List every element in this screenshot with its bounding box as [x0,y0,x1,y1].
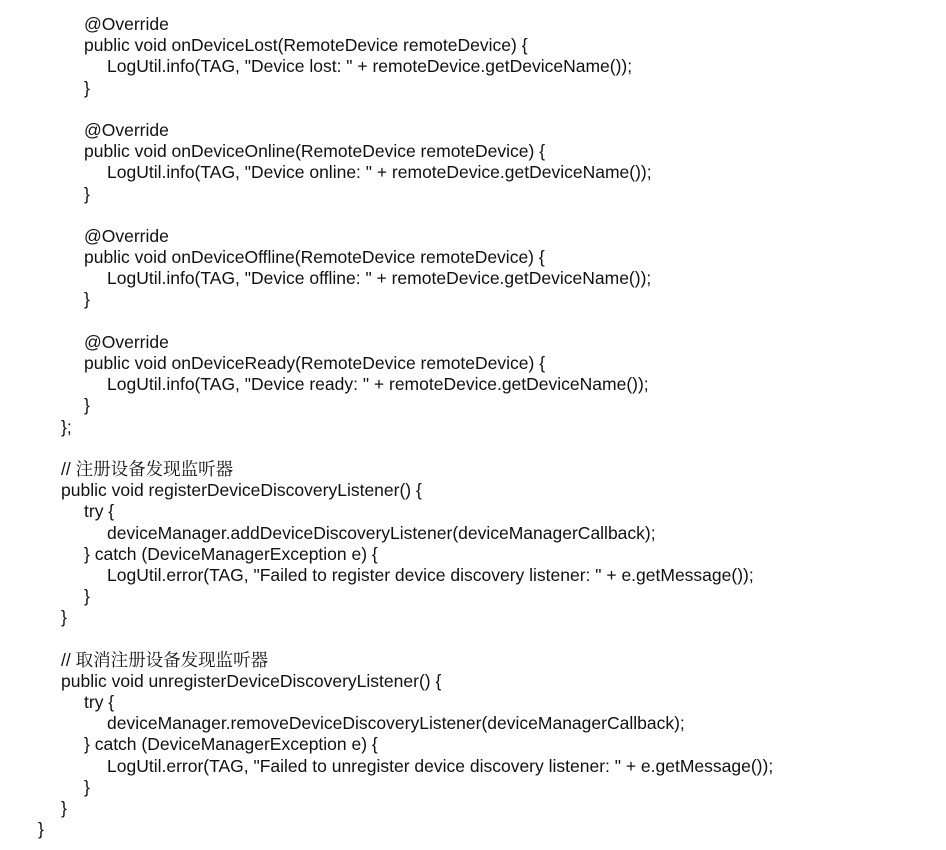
code-line: @Override [84,14,169,34]
code-line: try { [84,501,115,522]
code-blank-line [0,628,773,649]
code-line: LogUtil.info(TAG, "Device offline: " + remoteDevice.getDeviceName()); [107,268,652,289]
code-line: deviceManager.addDeviceDiscoveryListener(deviceManagerCallback); [107,522,656,543]
code-line: // 注册设备发现监听器 [61,458,234,479]
code-line: } [84,776,90,797]
code-line: } [84,586,90,607]
code-blank-line [0,205,773,226]
code-blank-line [0,99,773,120]
code-line: }; [61,416,72,437]
code-line: @Override [84,225,169,246]
code-line: public void onDeviceReady(RemoteDevice remoteDevice) { [84,353,546,373]
code-line: } [38,819,44,840]
code-line: LogUtil.info(TAG, "Device online: " + remoteDevice.getDeviceName()); [107,162,652,183]
code-line: LogUtil.info(TAG, "Device lost: " + remoteDevice.getDeviceName()); [107,56,633,77]
code-line: } [84,183,90,204]
code-line: } catch (DeviceManagerException e) { [84,543,378,564]
code-line: } catch (DeviceManagerException e) { [84,734,378,755]
code-line: try { [84,692,115,712]
code-line: public void onDeviceOffline(RemoteDevice remoteDevice) { [84,247,545,268]
code-line: @Override [84,119,169,140]
code-line: public void registerDeviceDiscoveryListener() { [61,480,422,501]
code-line: public void onDeviceLost(RemoteDevice remoteDevice) { [84,35,528,56]
code-blank-line [0,438,773,459]
code-line: // 取消注册设备发现监听器 [61,649,269,670]
code-line: LogUtil.error(TAG, "Failed to unregister device discovery listener: " + e.getMessage()); [107,755,774,776]
code-line: } [61,607,67,628]
code-line: deviceManager.removeDeviceDiscoveryListener(deviceManagerCallback); [107,713,685,734]
code-line: } [84,289,90,310]
code-line: } [84,77,90,98]
code-line: } [84,395,90,416]
code-line: LogUtil.info(TAG, "Device ready: " + remoteDevice.getDeviceName()); [107,374,649,395]
code-line: public void onDeviceOnline(RemoteDevice remoteDevice) { [84,141,546,162]
code-line: LogUtil.error(TAG, "Failed to register device discovery listener: " + e.getMessage()); [107,564,754,585]
code-line: @Override [84,331,169,352]
code-blank-line [0,311,773,332]
code-block [0,14,773,840]
code-line: public void unregisterDeviceDiscoveryListener() { [61,670,442,691]
code-line: } [61,797,67,818]
